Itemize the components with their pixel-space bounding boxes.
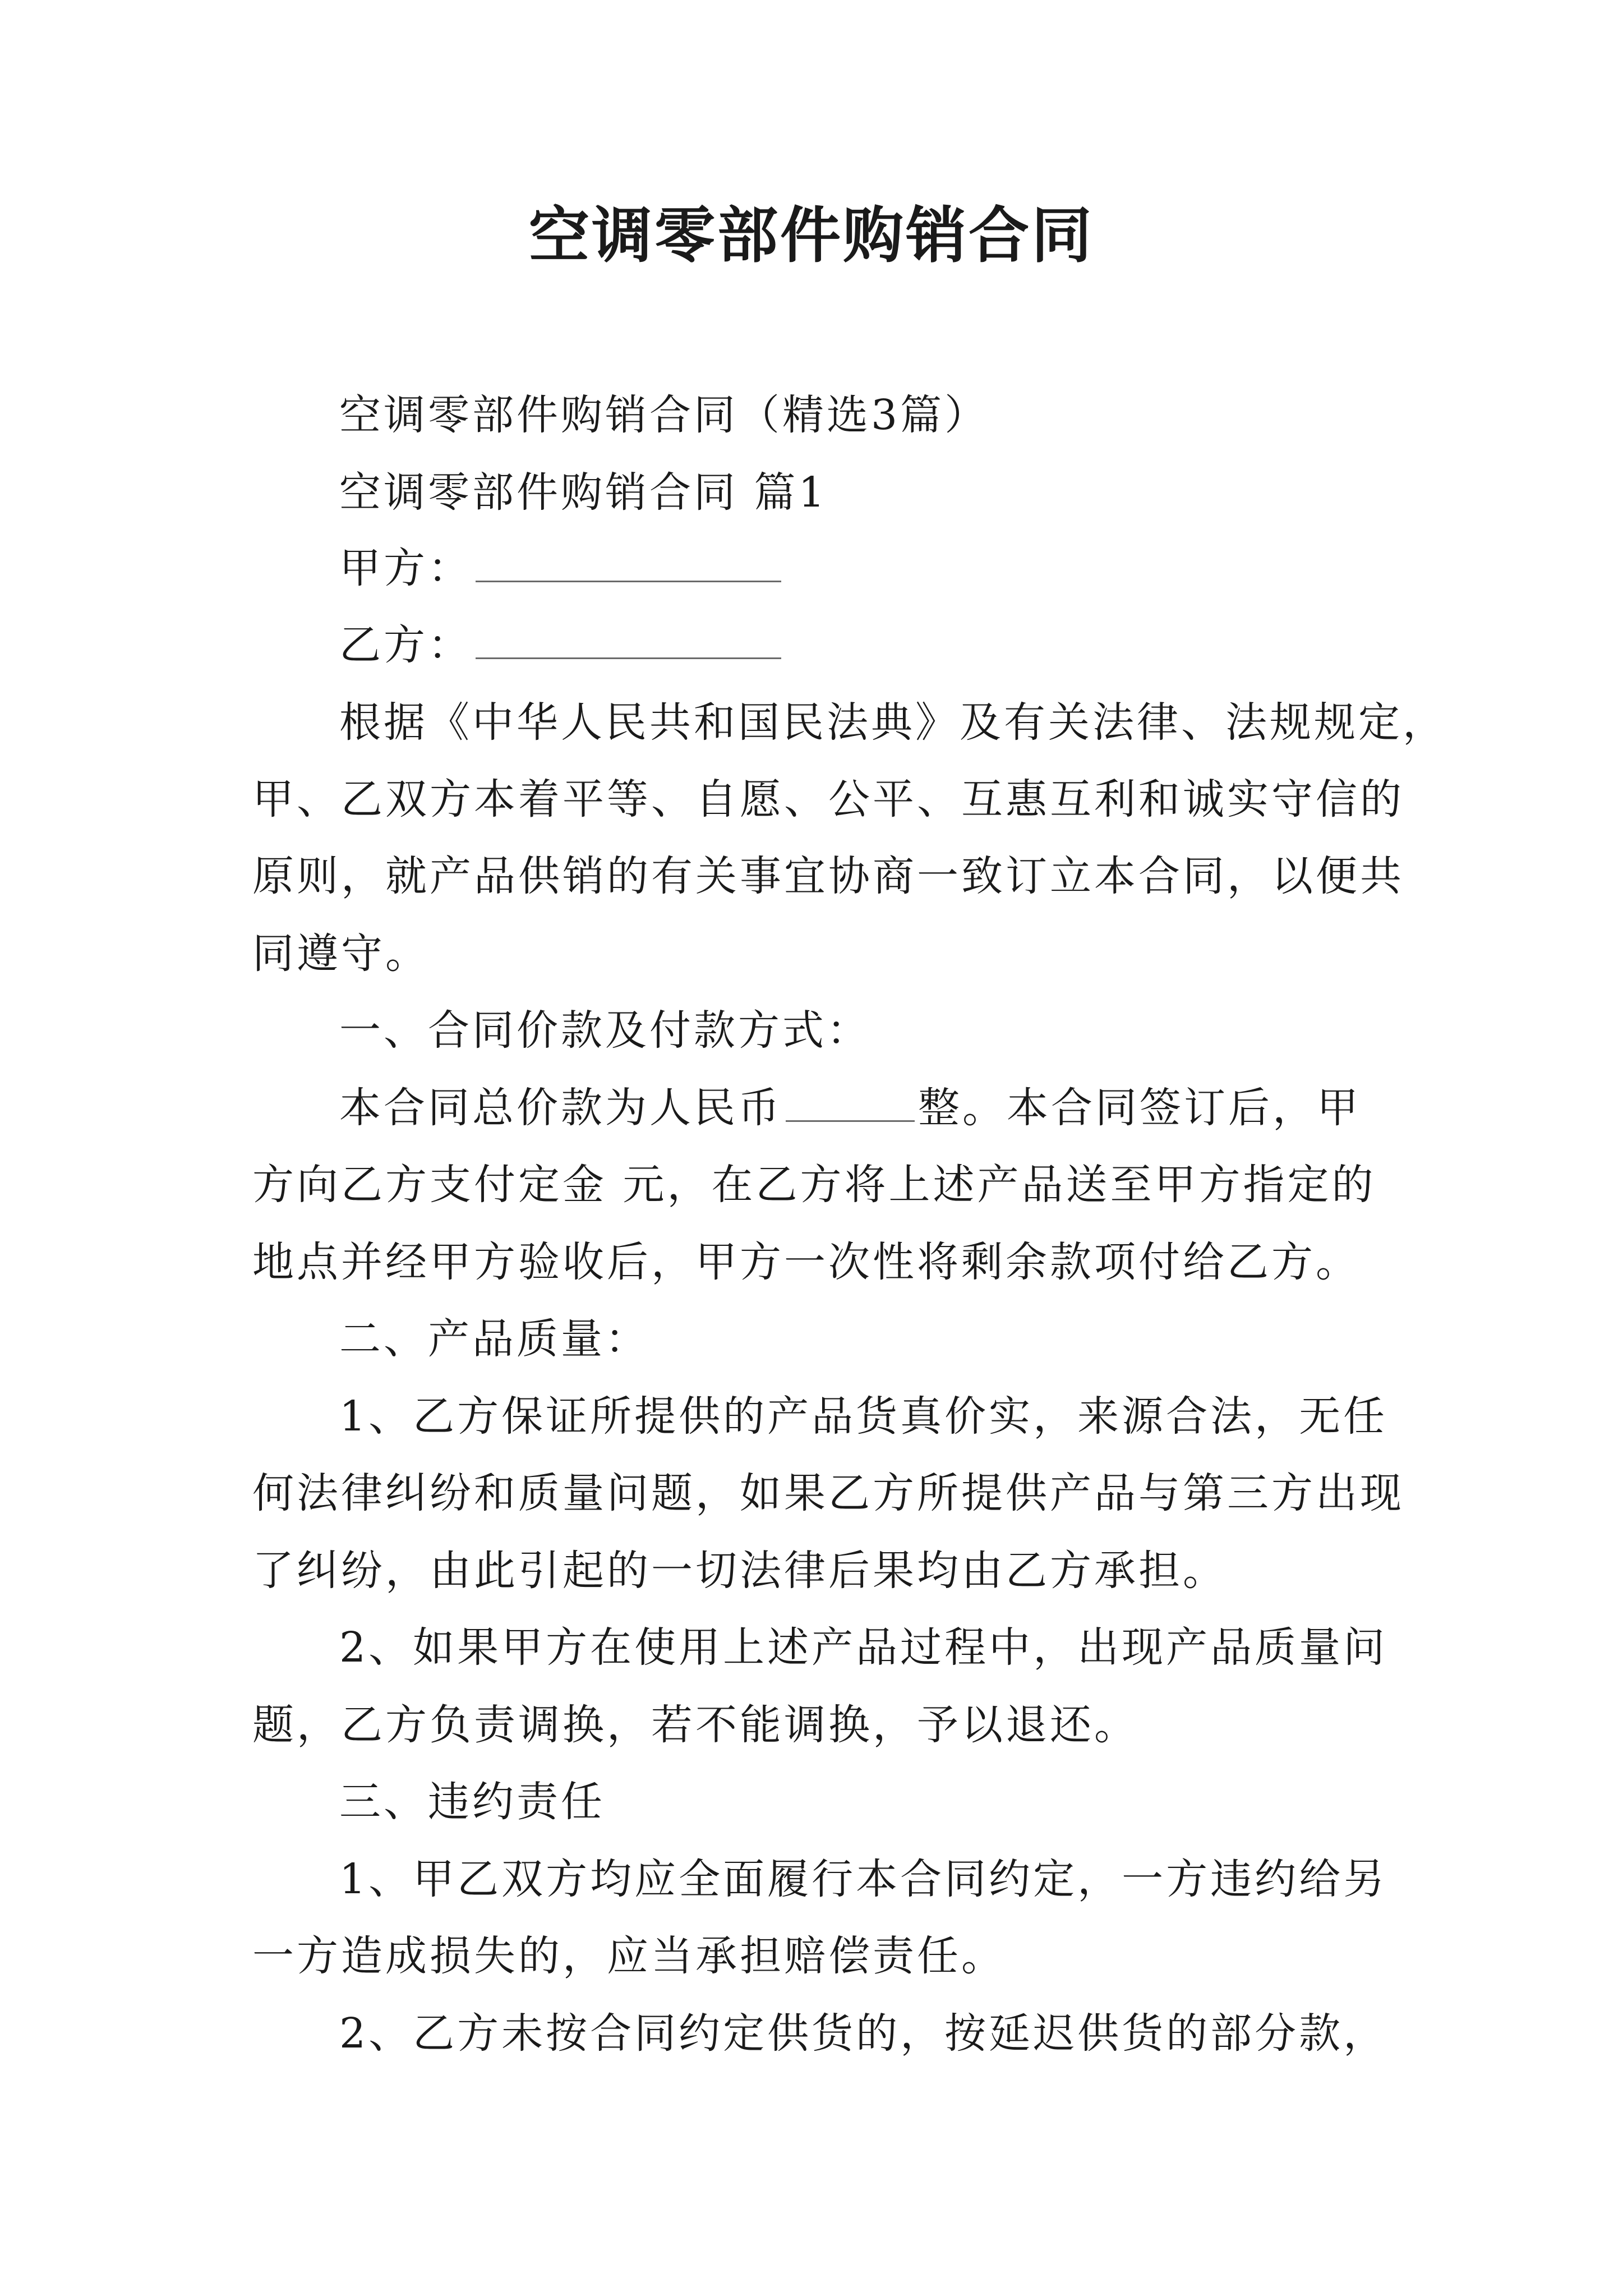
price-text-before: 本合同总价款为人民币	[339, 1084, 782, 1132]
party-b-field	[339, 617, 1396, 673]
preamble-line-3: 原则，就产品供销的有关事宜协商一致订立本合同，以便共	[252, 852, 1404, 900]
section-heading-part-1: 空调零部件购销合同 篇1	[339, 468, 828, 517]
clause-3-item-1-line-2: 一方造成损失的，应当承担赔偿责任。	[252, 1932, 1006, 1980]
clause-2-heading: 二、产品质量：	[339, 1315, 649, 1363]
clause-2-item-1-line-2: 何法律纠纷和质量问题，如果乙方所提供产品与第三方出现	[252, 1469, 1404, 1517]
price-text-after: 整。本合同签订后，甲	[918, 1084, 1361, 1132]
clause-2-item-1-line-1: 1、乙方保证所提供的产品货真价实，来源合法，无任	[339, 1392, 1388, 1441]
clause-1-line-3: 地点并经甲方验收后，甲方一次性将剩余款项付给乙方。	[252, 1238, 1360, 1286]
clause-1-heading: 一、合同价款及付款方式：	[339, 1006, 871, 1055]
document-title: 空调零部件购销合同	[528, 200, 1094, 271]
party-b-label: 乙方：	[339, 621, 472, 669]
preamble-line-2: 甲、乙双方本着平等、自愿、公平、互惠互利和诚实守信的	[252, 775, 1404, 823]
party-a-label: 甲方：	[339, 544, 472, 592]
party-a-blank	[476, 546, 781, 582]
preamble-line-1: 根据《中华人民共和国民法典》及有关法律、法规规定，	[339, 698, 1447, 747]
clause-3-item-1-line-1: 1、甲乙双方均应全面履行本合同约定，一方违约给另	[339, 1855, 1388, 1903]
clause-1-line-1	[339, 1080, 1396, 1136]
party-b-blank	[476, 623, 781, 659]
price-blank	[786, 1085, 915, 1122]
clause-1-line-2: 方向乙方支付定金 元，在乙方将上述产品送至甲方指定的	[252, 1161, 1376, 1209]
preamble-line-4: 同遵守。	[252, 930, 430, 978]
party-a-field	[339, 540, 1396, 596]
clause-2-item-2-line-2: 题，乙方负责调换，若不能调换，予以退还。	[252, 1701, 1138, 1749]
document-subtitle: 空调零部件购销合同（精选3篇）	[339, 391, 989, 439]
clause-3-item-2-line-1: 2、乙方未按合同约定供货的，按延迟供货的部分款，	[339, 2009, 1388, 2058]
clause-2-item-1-line-3: 了纠纷，由此引起的一切法律后果均由乙方承担。	[252, 1547, 1227, 1595]
clause-2-item-2-line-1: 2、如果甲方在使用上述产品过程中，出现产品质量问	[339, 1623, 1388, 1672]
clause-3-heading: 三、违约责任	[339, 1778, 605, 1826]
